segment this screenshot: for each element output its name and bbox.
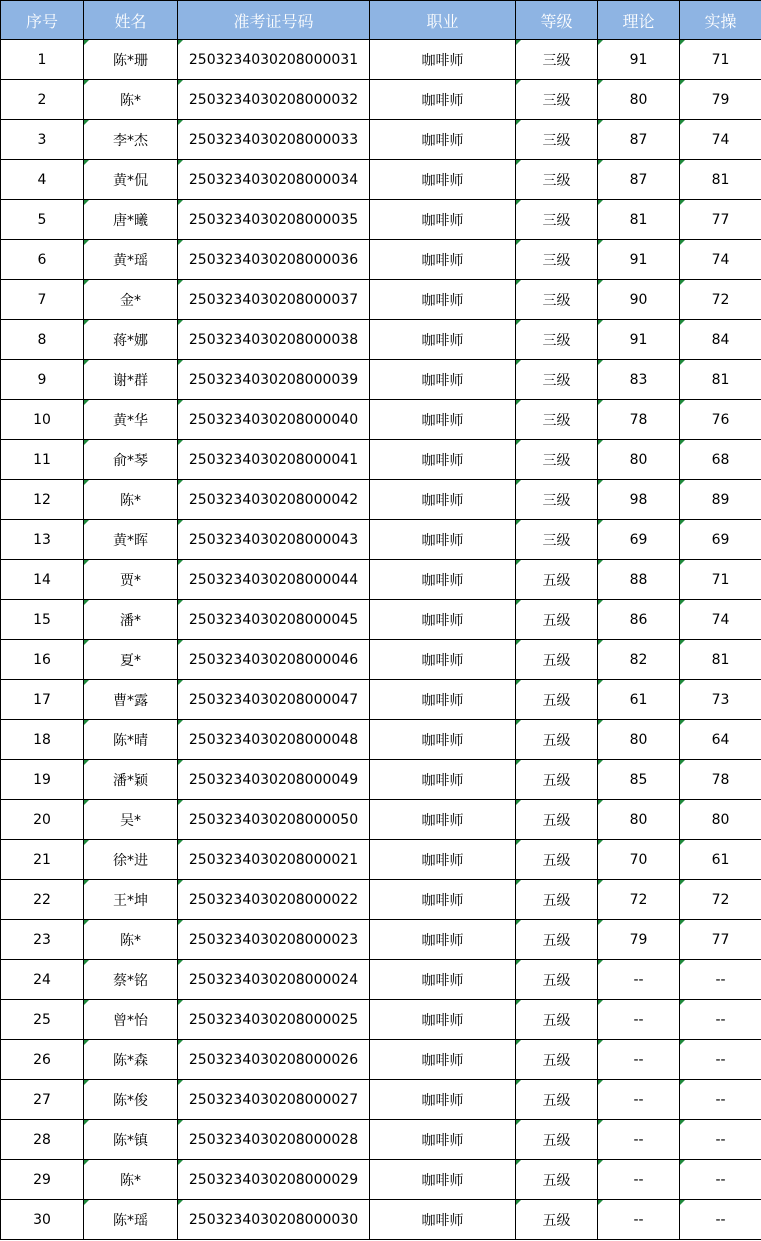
cell-level: 五级 — [516, 1040, 598, 1080]
cell-practical: 69 — [680, 520, 761, 560]
cell-theory: -- — [598, 1040, 680, 1080]
cell-name: 夏* — [84, 640, 178, 680]
table-row — [1, 640, 761, 680]
cell-practical: 77 — [680, 200, 761, 240]
cell-level: 五级 — [516, 840, 598, 880]
cell-practical: 73 — [680, 680, 761, 720]
cell-index: 14 — [1, 560, 84, 600]
cell-exam-id: 2503234030208000030 — [178, 1200, 370, 1240]
table-row — [1, 1200, 761, 1240]
cell-level: 三级 — [516, 480, 598, 520]
cell-index: 22 — [1, 880, 84, 920]
cell-occupation: 咖啡师 — [370, 160, 516, 200]
cell-occupation: 咖啡师 — [370, 1120, 516, 1160]
cell-practical: 81 — [680, 640, 761, 680]
cell-practical: 68 — [680, 440, 761, 480]
cell-practical: -- — [680, 960, 761, 1000]
table-row — [1, 720, 761, 760]
cell-name: 陈* — [84, 80, 178, 120]
cell-practical: -- — [680, 1120, 761, 1160]
cell-occupation: 咖啡师 — [370, 1080, 516, 1120]
cell-exam-id: 2503234030208000023 — [178, 920, 370, 960]
cell-level: 五级 — [516, 960, 598, 1000]
cell-occupation: 咖啡师 — [370, 720, 516, 760]
cell-practical: 78 — [680, 760, 761, 800]
cell-name: 贾* — [84, 560, 178, 600]
cell-occupation: 咖啡师 — [370, 240, 516, 280]
cell-exam-id: 2503234030208000032 — [178, 80, 370, 120]
cell-theory: 61 — [598, 680, 680, 720]
cell-theory: 82 — [598, 640, 680, 680]
cell-name: 俞*琴 — [84, 440, 178, 480]
cell-occupation: 咖啡师 — [370, 280, 516, 320]
table-row — [1, 1000, 761, 1040]
cell-practical: 74 — [680, 120, 761, 160]
cell-exam-id: 2503234030208000039 — [178, 360, 370, 400]
cell-theory: 72 — [598, 880, 680, 920]
cell-name: 黄*瑶 — [84, 240, 178, 280]
table-row — [1, 800, 761, 840]
cell-level: 五级 — [516, 1160, 598, 1200]
table-row — [1, 600, 761, 640]
cell-exam-id: 2503234030208000036 — [178, 240, 370, 280]
cell-exam-id: 2503234030208000029 — [178, 1160, 370, 1200]
cell-index: 28 — [1, 1120, 84, 1160]
cell-theory: -- — [598, 1120, 680, 1160]
cell-index: 19 — [1, 760, 84, 800]
cell-occupation: 咖啡师 — [370, 400, 516, 440]
cell-index: 1 — [1, 40, 84, 80]
cell-level: 三级 — [516, 520, 598, 560]
cell-practical: 89 — [680, 480, 761, 520]
cell-theory: 87 — [598, 120, 680, 160]
table-row — [1, 80, 761, 120]
header-cell-name: 姓名 — [84, 1, 178, 40]
cell-level: 三级 — [516, 160, 598, 200]
cell-name: 黄*晖 — [84, 520, 178, 560]
table-row — [1, 360, 761, 400]
cell-index: 27 — [1, 1080, 84, 1120]
cell-exam-id: 2503234030208000031 — [178, 40, 370, 80]
cell-exam-id: 2503234030208000038 — [178, 320, 370, 360]
table-row — [1, 240, 761, 280]
cell-practical: 71 — [680, 560, 761, 600]
cell-practical: -- — [680, 1160, 761, 1200]
cell-level: 三级 — [516, 400, 598, 440]
cell-name: 谢*群 — [84, 360, 178, 400]
cell-theory: 91 — [598, 320, 680, 360]
cell-index: 9 — [1, 360, 84, 400]
cell-theory: 80 — [598, 440, 680, 480]
cell-practical: 79 — [680, 80, 761, 120]
cell-level: 三级 — [516, 360, 598, 400]
cell-exam-id: 2503234030208000028 — [178, 1120, 370, 1160]
cell-index: 29 — [1, 1160, 84, 1200]
table-row — [1, 1040, 761, 1080]
cell-level: 五级 — [516, 760, 598, 800]
cell-index: 23 — [1, 920, 84, 960]
cell-theory: -- — [598, 1160, 680, 1200]
cell-exam-id: 2503234030208000044 — [178, 560, 370, 600]
cell-index: 16 — [1, 640, 84, 680]
table-row — [1, 960, 761, 1000]
cell-exam-id: 2503234030208000041 — [178, 440, 370, 480]
cell-exam-id: 2503234030208000043 — [178, 520, 370, 560]
cell-practical: 76 — [680, 400, 761, 440]
cell-practical: 74 — [680, 240, 761, 280]
cell-index: 15 — [1, 600, 84, 640]
cell-level: 五级 — [516, 880, 598, 920]
cell-index: 26 — [1, 1040, 84, 1080]
table-row — [1, 160, 761, 200]
cell-occupation: 咖啡师 — [370, 760, 516, 800]
cell-theory: 81 — [598, 200, 680, 240]
cell-exam-id: 2503234030208000037 — [178, 280, 370, 320]
table-row — [1, 1080, 761, 1120]
cell-occupation: 咖啡师 — [370, 640, 516, 680]
table-row — [1, 280, 761, 320]
header-row — [1, 1, 761, 40]
table-row — [1, 400, 761, 440]
cell-occupation: 咖啡师 — [370, 520, 516, 560]
cell-exam-id: 2503234030208000049 — [178, 760, 370, 800]
cell-level: 三级 — [516, 280, 598, 320]
cell-theory: 70 — [598, 840, 680, 880]
cell-name: 陈* — [84, 480, 178, 520]
header-cell-exam-id: 准考证号码 — [178, 1, 370, 40]
cell-occupation: 咖啡师 — [370, 1200, 516, 1240]
cell-occupation: 咖啡师 — [370, 40, 516, 80]
cell-practical: -- — [680, 1200, 761, 1240]
cell-index: 18 — [1, 720, 84, 760]
cell-index: 13 — [1, 520, 84, 560]
cell-name: 金* — [84, 280, 178, 320]
cell-theory: -- — [598, 1080, 680, 1120]
cell-theory: 83 — [598, 360, 680, 400]
cell-exam-id: 2503234030208000027 — [178, 1080, 370, 1120]
cell-index: 5 — [1, 200, 84, 240]
table-row — [1, 1120, 761, 1160]
cell-occupation: 咖啡师 — [370, 120, 516, 160]
cell-theory: 86 — [598, 600, 680, 640]
cell-name: 曹*露 — [84, 680, 178, 720]
table-row — [1, 880, 761, 920]
cell-exam-id: 2503234030208000025 — [178, 1000, 370, 1040]
table-row — [1, 40, 761, 80]
table-row — [1, 120, 761, 160]
cell-occupation: 咖啡师 — [370, 1000, 516, 1040]
cell-occupation: 咖啡师 — [370, 320, 516, 360]
cell-theory: 88 — [598, 560, 680, 600]
cell-occupation: 咖啡师 — [370, 560, 516, 600]
cell-theory: 69 — [598, 520, 680, 560]
cell-practical: 80 — [680, 800, 761, 840]
cell-level: 五级 — [516, 600, 598, 640]
cell-name: 潘*颖 — [84, 760, 178, 800]
cell-practical: 71 — [680, 40, 761, 80]
cell-practical: 72 — [680, 280, 761, 320]
cell-level: 五级 — [516, 920, 598, 960]
cell-name: 蔡*铭 — [84, 960, 178, 1000]
cell-level: 五级 — [516, 1200, 598, 1240]
cell-level: 三级 — [516, 120, 598, 160]
table-row — [1, 440, 761, 480]
table-row — [1, 320, 761, 360]
cell-exam-id: 2503234030208000022 — [178, 880, 370, 920]
cell-practical: -- — [680, 1000, 761, 1040]
cell-name: 黄*侃 — [84, 160, 178, 200]
cell-index: 11 — [1, 440, 84, 480]
cell-level: 三级 — [516, 320, 598, 360]
cell-theory: 87 — [598, 160, 680, 200]
cell-level: 五级 — [516, 720, 598, 760]
cell-theory: -- — [598, 960, 680, 1000]
cell-practical: 72 — [680, 880, 761, 920]
cell-level: 三级 — [516, 440, 598, 480]
table-row — [1, 680, 761, 720]
cell-level: 三级 — [516, 240, 598, 280]
cell-level: 三级 — [516, 80, 598, 120]
cell-theory: -- — [598, 1200, 680, 1240]
cell-name: 徐*进 — [84, 840, 178, 880]
cell-theory: 91 — [598, 40, 680, 80]
cell-level: 五级 — [516, 640, 598, 680]
cell-index: 21 — [1, 840, 84, 880]
cell-practical: -- — [680, 1040, 761, 1080]
cell-level: 五级 — [516, 560, 598, 600]
cell-index: 6 — [1, 240, 84, 280]
cell-theory: -- — [598, 1000, 680, 1040]
cell-level: 三级 — [516, 200, 598, 240]
cell-occupation: 咖啡师 — [370, 480, 516, 520]
cell-name: 陈* — [84, 920, 178, 960]
cell-level: 五级 — [516, 1000, 598, 1040]
cell-practical: 74 — [680, 600, 761, 640]
cell-practical: -- — [680, 1080, 761, 1120]
header-cell-level: 等级 — [516, 1, 598, 40]
cell-practical: 77 — [680, 920, 761, 960]
cell-index: 7 — [1, 280, 84, 320]
table-row — [1, 520, 761, 560]
cell-theory: 85 — [598, 760, 680, 800]
cell-name: 陈*晴 — [84, 720, 178, 760]
cell-index: 2 — [1, 80, 84, 120]
table-row — [1, 200, 761, 240]
cell-theory: 80 — [598, 800, 680, 840]
cell-occupation: 咖啡师 — [370, 1160, 516, 1200]
header-cell-index: 序号 — [1, 1, 84, 40]
cell-name: 吴* — [84, 800, 178, 840]
cell-exam-id: 2503234030208000033 — [178, 120, 370, 160]
cell-exam-id: 2503234030208000045 — [178, 600, 370, 640]
cell-name: 陈*森 — [84, 1040, 178, 1080]
cell-name: 陈*瑶 — [84, 1200, 178, 1240]
cell-occupation: 咖啡师 — [370, 1040, 516, 1080]
cell-index: 20 — [1, 800, 84, 840]
cell-index: 10 — [1, 400, 84, 440]
cell-level: 五级 — [516, 800, 598, 840]
cell-occupation: 咖啡师 — [370, 840, 516, 880]
table-row — [1, 760, 761, 800]
cell-index: 8 — [1, 320, 84, 360]
cell-occupation: 咖啡师 — [370, 600, 516, 640]
cell-index: 30 — [1, 1200, 84, 1240]
cell-exam-id: 2503234030208000034 — [178, 160, 370, 200]
cell-occupation: 咖啡师 — [370, 80, 516, 120]
cell-theory: 98 — [598, 480, 680, 520]
table-body — [1, 40, 761, 1240]
cell-exam-id: 2503234030208000042 — [178, 480, 370, 520]
cell-name: 潘* — [84, 600, 178, 640]
cell-name: 王*坤 — [84, 880, 178, 920]
cell-index: 25 — [1, 1000, 84, 1040]
cell-level: 三级 — [516, 40, 598, 80]
cell-occupation: 咖啡师 — [370, 920, 516, 960]
cell-exam-id: 2503234030208000021 — [178, 840, 370, 880]
cell-index: 12 — [1, 480, 84, 520]
cell-occupation: 咖啡师 — [370, 440, 516, 480]
cell-theory: 91 — [598, 240, 680, 280]
table-row — [1, 480, 761, 520]
cell-name: 蒋*娜 — [84, 320, 178, 360]
cell-level: 五级 — [516, 1080, 598, 1120]
cell-index: 4 — [1, 160, 84, 200]
cell-name: 陈*珊 — [84, 40, 178, 80]
cell-name: 李*杰 — [84, 120, 178, 160]
header-cell-occupation: 职业 — [370, 1, 516, 40]
table-row — [1, 1160, 761, 1200]
cell-index: 3 — [1, 120, 84, 160]
table-row — [1, 840, 761, 880]
cell-occupation: 咖啡师 — [370, 680, 516, 720]
cell-practical: 81 — [680, 360, 761, 400]
cell-theory: 78 — [598, 400, 680, 440]
cell-practical: 81 — [680, 160, 761, 200]
table-row — [1, 920, 761, 960]
cell-practical: 64 — [680, 720, 761, 760]
cell-name: 唐*曦 — [84, 200, 178, 240]
cell-practical: 61 — [680, 840, 761, 880]
cell-name: 黄*华 — [84, 400, 178, 440]
table-header — [1, 1, 761, 40]
cell-index: 24 — [1, 960, 84, 1000]
header-cell-theory: 理论 — [598, 1, 680, 40]
cell-exam-id: 2503234030208000047 — [178, 680, 370, 720]
cell-name: 陈*镇 — [84, 1120, 178, 1160]
cell-exam-id: 2503234030208000040 — [178, 400, 370, 440]
cell-exam-id: 2503234030208000035 — [178, 200, 370, 240]
cell-occupation: 咖啡师 — [370, 360, 516, 400]
cell-theory: 80 — [598, 720, 680, 760]
cell-exam-id: 2503234030208000026 — [178, 1040, 370, 1080]
cell-occupation: 咖啡师 — [370, 800, 516, 840]
cell-theory: 90 — [598, 280, 680, 320]
cell-occupation: 咖啡师 — [370, 880, 516, 920]
header-cell-practical: 实操 — [680, 1, 761, 40]
cell-name: 陈* — [84, 1160, 178, 1200]
table-row — [1, 560, 761, 600]
cell-occupation: 咖啡师 — [370, 200, 516, 240]
cell-index: 17 — [1, 680, 84, 720]
cell-exam-id: 2503234030208000048 — [178, 720, 370, 760]
cell-name: 陈*俊 — [84, 1080, 178, 1120]
cell-practical: 84 — [680, 320, 761, 360]
cell-occupation: 咖啡师 — [370, 960, 516, 1000]
cell-level: 五级 — [516, 1120, 598, 1160]
cell-exam-id: 2503234030208000024 — [178, 960, 370, 1000]
cell-theory: 79 — [598, 920, 680, 960]
cell-name: 曾*怡 — [84, 1000, 178, 1040]
cell-theory: 80 — [598, 80, 680, 120]
cell-level: 五级 — [516, 680, 598, 720]
cell-exam-id: 2503234030208000050 — [178, 800, 370, 840]
cell-exam-id: 2503234030208000046 — [178, 640, 370, 680]
